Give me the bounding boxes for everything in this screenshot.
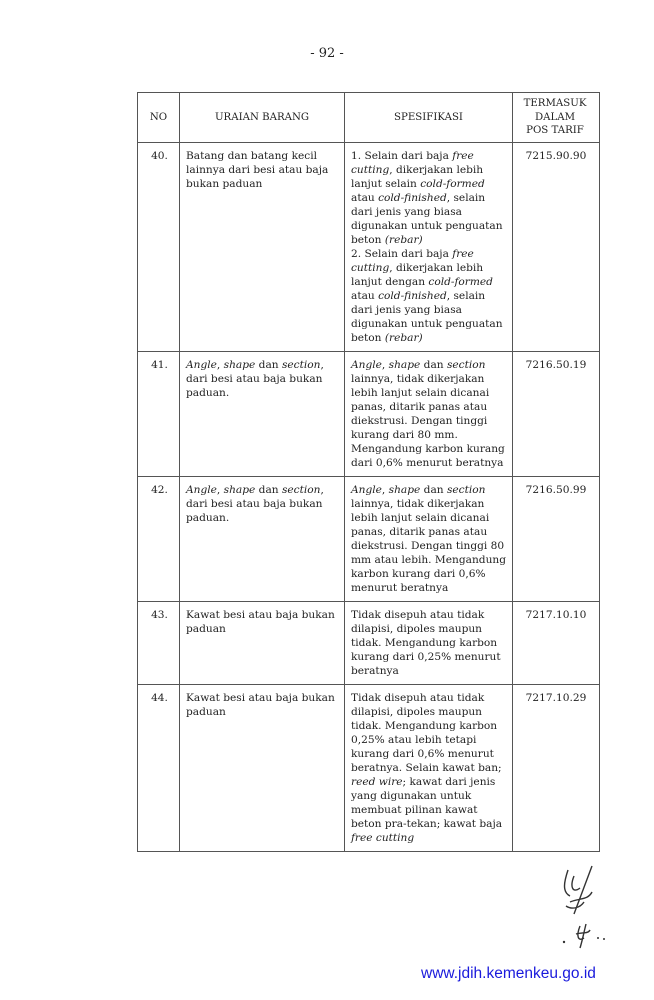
header-pos-tarif (513, 93, 600, 143)
italic-text: free (452, 150, 474, 162)
text: mm atau lebih. Mengandung (351, 554, 506, 566)
text-line (351, 650, 512, 664)
text: paduan (186, 623, 226, 635)
footer-url-link[interactable]: www.jdih.kemenkeu.go.id (421, 965, 596, 982)
text-line (351, 400, 512, 414)
italic-text: cold-finished (378, 192, 447, 204)
text-line (351, 205, 512, 219)
text: paduan. (186, 387, 230, 399)
text-line (351, 525, 512, 539)
text: Tidak disepuh atau tidak (351, 692, 485, 704)
text: , (381, 484, 389, 496)
text: beton pra-tekan; kawat baja (351, 818, 503, 830)
header-no: NO (138, 93, 180, 143)
text-line (186, 608, 344, 622)
header-pos-line: TERMASUK (523, 98, 587, 110)
text: , (320, 484, 324, 496)
text: dan (420, 484, 447, 496)
italic-text: section (446, 359, 486, 371)
text-line (351, 386, 512, 400)
text-line (351, 456, 512, 470)
text: Batang dan batang kecil (186, 150, 317, 162)
text-line (351, 775, 512, 789)
header-pos-line: DALAM (534, 111, 576, 123)
text: kurang dari 0,6% menurut (351, 748, 494, 760)
text: diekstrusi. Dengan tinggi (351, 415, 488, 427)
text: , selain (446, 290, 486, 302)
text-line (351, 191, 512, 205)
text: tidak. Mengandung karbon (351, 637, 498, 649)
text-line (186, 483, 344, 497)
text: , dikerjakan lebih (389, 164, 484, 176)
text: beratnya (351, 665, 399, 677)
table-header-row (138, 93, 600, 143)
text: digunakan untuk penguatan (351, 318, 503, 330)
text: lanjut selain (351, 178, 421, 190)
text-line (351, 261, 512, 275)
text: dari besi atau baja bukan (186, 373, 323, 385)
text: lebih lanjut selain dicanai (351, 387, 490, 399)
italic-text: (rebar) (384, 332, 423, 344)
text-line (186, 497, 344, 511)
text: beratnya. Selain kawat ban; (351, 762, 502, 774)
text-line (351, 789, 512, 803)
text: bukan paduan (186, 178, 263, 190)
italic-text: shape (388, 484, 421, 496)
text-line (186, 705, 344, 719)
text-line (351, 567, 512, 581)
italic-text: Angle (351, 484, 382, 496)
text-line (351, 497, 512, 511)
text: dan (420, 359, 447, 371)
text-line (351, 581, 512, 595)
cell-spesifikasi (345, 143, 513, 352)
text: , (216, 484, 224, 496)
text-line (351, 553, 512, 567)
text: lainnya, tidak dikerjakan (351, 498, 485, 510)
text-line (351, 664, 512, 678)
text: Mengandung karbon kurang (351, 443, 505, 455)
text: atau (351, 192, 379, 204)
table-row (138, 477, 600, 602)
text: dari jenis yang biasa (351, 206, 462, 218)
text-line (351, 747, 512, 761)
table-row (138, 143, 600, 352)
cell-uraian-barang (180, 477, 345, 602)
text: , (320, 359, 324, 371)
text: paduan (186, 706, 226, 718)
cell-pos-tarif: 7215.90.90 (513, 143, 600, 352)
cell-pos-tarif: 7216.50.19 (513, 352, 600, 477)
text: lanjut dengan (351, 276, 429, 288)
cell-uraian-barang (180, 143, 345, 352)
text-line (351, 247, 512, 261)
text-line (351, 622, 512, 636)
text: menurut beratnya (351, 582, 449, 594)
italic-text: cutting (351, 164, 390, 176)
text-line (186, 511, 344, 525)
italic-text: cutting (351, 262, 390, 274)
italic-text: cold-finished (378, 290, 447, 302)
text-line (351, 177, 512, 191)
text: dari 0,6% menurut beratnya (351, 457, 504, 469)
text-line (351, 428, 512, 442)
italic-text: cold-formed (420, 178, 485, 190)
italic-text: shape (223, 359, 256, 371)
italic-text: free (452, 248, 474, 260)
text: digunakan untuk penguatan (351, 220, 503, 232)
text: paduan. (186, 512, 230, 524)
cell-pos-tarif: 7217.10.29 (513, 685, 600, 852)
text: kurang dari 80 mm. (351, 429, 458, 441)
cell-no: 40. (138, 143, 180, 352)
header-pos-line: POS TARIF (526, 125, 584, 137)
text: dan (255, 484, 282, 496)
cell-no: 44. (138, 685, 180, 852)
header-uraian-barang: URAIAN BARANG (180, 93, 345, 143)
text-line (186, 163, 344, 177)
text: dilapisi, dipoles maupun (351, 623, 483, 635)
text: kurang dari 0,25% menurut (351, 651, 501, 663)
italic-text: section (446, 484, 486, 496)
table-row (138, 352, 600, 477)
header-spesifikasi: SPESIFIKASI (345, 93, 513, 143)
cell-uraian-barang (180, 352, 345, 477)
cell-pos-tarif: 7217.10.10 (513, 602, 600, 685)
text: beton (351, 234, 385, 246)
text-line (186, 691, 344, 705)
text: lebih lanjut selain dicanai (351, 512, 490, 524)
text-line (351, 761, 512, 775)
cell-no: 41. (138, 352, 180, 477)
cell-pos-tarif: 7216.50.99 (513, 477, 600, 602)
text: panas, ditarik panas atau (351, 401, 488, 413)
text: 1. Selain dari baja (351, 150, 453, 162)
text: dan (255, 359, 282, 371)
text: 0,25% atau lebih tetapi (351, 734, 477, 746)
text: ; kawat dari jenis (402, 776, 496, 788)
text-line (351, 233, 512, 247)
text: yang digunakan untuk (351, 790, 472, 802)
text-line (351, 483, 512, 497)
italic-text: shape (223, 484, 256, 496)
text: atau (351, 290, 379, 302)
text: , (216, 359, 224, 371)
cell-spesifikasi (345, 477, 513, 602)
text: 2. Selain dari baja (351, 248, 453, 260)
text: lainnya, tidak dikerjakan (351, 373, 485, 385)
page-number: - 92 - (310, 46, 344, 61)
table-row (138, 602, 600, 685)
cell-spesifikasi (345, 602, 513, 685)
italic-text: (rebar) (384, 234, 423, 246)
text: dari jenis yang biasa (351, 304, 462, 316)
text-line (351, 442, 512, 456)
text-line (351, 289, 512, 303)
text-line (351, 719, 512, 733)
text: membuat pilinan kawat (351, 804, 478, 816)
cell-no: 42. (138, 477, 180, 602)
text: Tidak disepuh atau tidak (351, 609, 485, 621)
italic-text: section (281, 484, 321, 496)
text-line (351, 691, 512, 705)
text: karbon kurang dari 0,6% (351, 568, 486, 580)
italic-text: cold-formed (428, 276, 493, 288)
text-line (351, 303, 512, 317)
text-line (351, 317, 512, 331)
text-line (186, 149, 344, 163)
text: lainnya dari besi atau baja (186, 164, 329, 176)
text-line (351, 219, 512, 233)
text-line (351, 539, 512, 553)
italic-text: free cutting (351, 832, 415, 844)
italic-text: shape (388, 359, 421, 371)
cell-no: 43. (138, 602, 180, 685)
text-line (186, 386, 344, 400)
text-line (351, 358, 512, 372)
text: , (381, 359, 389, 371)
table-row (138, 685, 600, 852)
cell-spesifikasi (345, 685, 513, 852)
italic-text: section (281, 359, 321, 371)
text-line (186, 177, 344, 191)
text-line (351, 511, 512, 525)
cell-uraian-barang (180, 685, 345, 852)
text: Kawat besi atau baja bukan (186, 609, 335, 621)
text-line (351, 817, 512, 831)
text: panas, ditarik panas atau (351, 526, 488, 538)
signature-initials (540, 862, 620, 952)
text-line (351, 803, 512, 817)
text: tidak. Mengandung karbon (351, 720, 498, 732)
tariff-table (137, 92, 600, 852)
cell-spesifikasi (345, 352, 513, 477)
italic-text: reed wire (351, 776, 403, 788)
text-line (351, 636, 512, 650)
text-line (186, 372, 344, 386)
text-line (351, 163, 512, 177)
cell-uraian-barang (180, 602, 345, 685)
text-line (351, 705, 512, 719)
text-line (351, 733, 512, 747)
text: Kawat besi atau baja bukan (186, 692, 335, 704)
text-line (351, 831, 512, 845)
text: dilapisi, dipoles maupun (351, 706, 483, 718)
text: , dikerjakan lebih (389, 262, 484, 274)
italic-text: Angle (186, 484, 217, 496)
text-line (186, 622, 344, 636)
text-line (351, 331, 512, 345)
text-line (351, 372, 512, 386)
text: , selain (446, 192, 486, 204)
text-line (351, 275, 512, 289)
text: dari besi atau baja bukan (186, 498, 323, 510)
text-line (186, 358, 344, 372)
text-line (351, 414, 512, 428)
text: diekstrusi. Dengan tinggi 80 (351, 540, 505, 552)
italic-text: Angle (186, 359, 217, 371)
text-line (351, 608, 512, 622)
text: beton (351, 332, 385, 344)
italic-text: Angle (351, 359, 382, 371)
text-line (351, 149, 512, 163)
